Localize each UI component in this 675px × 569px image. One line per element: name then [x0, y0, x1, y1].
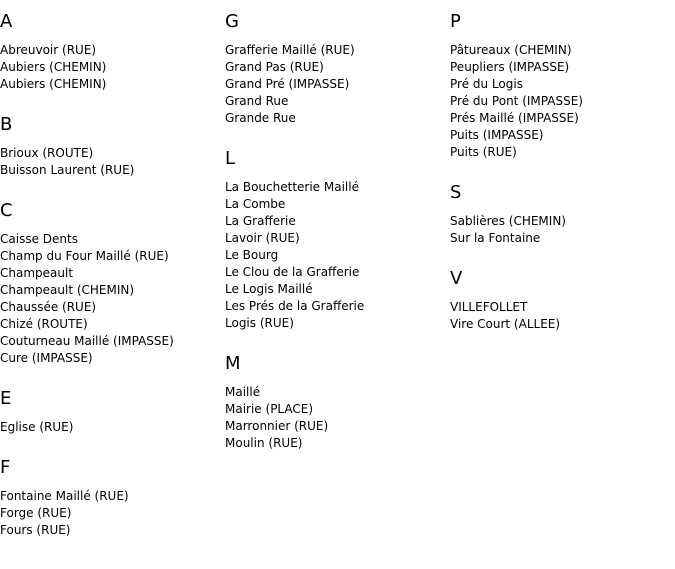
street-list-l	[225, 169, 445, 332]
letter-heading-e: E	[0, 388, 12, 409]
street-list-g	[225, 32, 445, 127]
street-item: Pré du Logis	[450, 77, 523, 91]
street-item: Couturneau Maillé (IMPASSE)	[0, 334, 174, 348]
letter-heading-f: F	[0, 457, 11, 478]
street-item: Prés Maillé (IMPASSE)	[450, 111, 579, 125]
street-item: La Combe	[225, 197, 286, 211]
letter-group-m	[225, 342, 445, 452]
street-item: Cure (IMPASSE)	[0, 351, 93, 365]
street-item: Abreuvoir (RUE)	[0, 43, 97, 57]
street-item: Grand Pré (IMPASSE)	[225, 77, 350, 91]
street-item: Puits (IMPASSE)	[450, 128, 544, 142]
street-item: Le Clou de la Grafferie	[225, 265, 360, 279]
letter-heading-v: V	[450, 268, 463, 289]
letter-heading-s: S	[450, 182, 462, 203]
street-item: Fours (RUE)	[0, 523, 71, 537]
street-item: Vire Court (ALLEE)	[450, 317, 561, 331]
street-item: Aubiers (CHEMIN)	[0, 60, 107, 74]
street-index-column-2	[225, 0, 445, 452]
letter-heading-p: P	[450, 11, 461, 32]
street-item: Caisse Dents	[0, 232, 78, 246]
letter-heading-a: A	[0, 11, 13, 32]
street-item: Eglise (RUE)	[0, 420, 74, 434]
letter-group-s	[450, 171, 670, 247]
street-item: VILLEFOLLET	[450, 300, 528, 314]
street-item: Sablières (CHEMIN)	[450, 214, 566, 228]
letter-heading-l: L	[225, 148, 236, 169]
street-item: Mairie (PLACE)	[225, 402, 314, 416]
street-item: Brioux (ROUTE)	[0, 146, 94, 160]
street-item: Grande Rue	[225, 111, 296, 125]
street-item: Le Bourg	[225, 248, 279, 262]
street-item: Pâtureaux (CHEMIN)	[450, 43, 572, 57]
street-index-column-3	[450, 0, 670, 333]
street-item: Aubiers (CHEMIN)	[0, 77, 107, 91]
street-list-p	[450, 32, 670, 161]
letter-group-v	[450, 257, 670, 333]
street-item: Fontaine Maillé (RUE)	[0, 489, 129, 503]
street-index-column-1	[0, 0, 220, 539]
letter-group-c	[0, 189, 220, 367]
letter-heading-c: C	[0, 200, 13, 221]
letter-group-l	[225, 137, 445, 332]
street-item: Grand Pas (RUE)	[225, 60, 324, 74]
street-item: Pré du Pont (IMPASSE)	[450, 94, 583, 108]
street-list-a	[0, 32, 220, 93]
letter-heading-g: G	[225, 11, 239, 32]
street-list-s	[450, 203, 670, 247]
street-item: La Bouchetterie Maillé	[225, 180, 359, 194]
street-item: Puits (RUE)	[450, 145, 517, 159]
street-item: Moulin (RUE)	[225, 436, 303, 450]
letter-group-f	[0, 446, 220, 539]
street-item: Sur la Fontaine	[450, 231, 541, 245]
letter-group-p	[450, 0, 670, 161]
letter-heading-m: M	[225, 353, 241, 374]
street-item: Les Prés de la Grafferie	[225, 299, 365, 313]
street-item: Chizé (ROUTE)	[0, 317, 88, 331]
street-item: Champeault (CHEMIN)	[0, 283, 135, 297]
street-item: Marronnier (RUE)	[225, 419, 329, 433]
letter-group-b	[0, 103, 220, 179]
street-item: Le Logis Maillé	[225, 282, 313, 296]
street-item: Buisson Laurent (RUE)	[0, 163, 135, 177]
street-item: Lavoir (RUE)	[225, 231, 300, 245]
street-list-e	[0, 409, 220, 436]
street-item: Grafferie Maillé (RUE)	[225, 43, 355, 57]
street-list-m	[225, 374, 445, 452]
letter-group-e	[0, 377, 220, 436]
street-item: Logis (RUE)	[225, 316, 294, 330]
street-list-v	[450, 289, 670, 333]
street-item: Maillé	[225, 385, 261, 399]
street-list-b	[0, 135, 220, 179]
street-item: Forge (RUE)	[0, 506, 72, 520]
street-item: La Grafferie	[225, 214, 296, 228]
street-list-c	[0, 221, 220, 367]
street-item: Champ du Four Maillé (RUE)	[0, 249, 169, 263]
street-item: Peupliers (IMPASSE)	[450, 60, 570, 74]
street-list-f	[0, 478, 220, 539]
street-item: Chaussée (RUE)	[0, 300, 97, 314]
letter-heading-b: B	[0, 114, 13, 135]
letter-group-a	[0, 0, 220, 93]
letter-group-g	[225, 0, 445, 127]
street-item: Grand Rue	[225, 94, 289, 108]
street-item: Champeault	[0, 266, 74, 280]
